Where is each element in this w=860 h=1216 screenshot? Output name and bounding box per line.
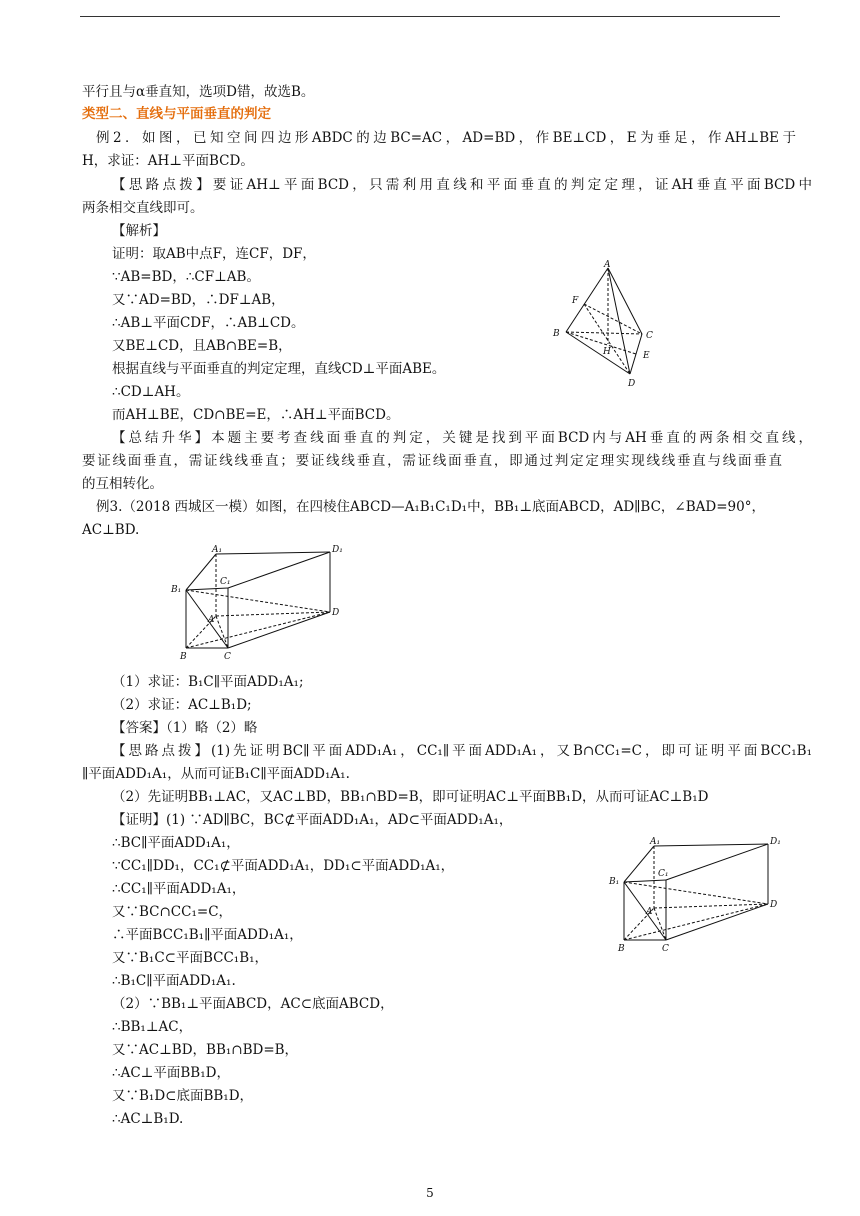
text-line: ∴BB₁⊥AC， [112,1019,193,1035]
line-fc [584,304,642,334]
svg-text:A₁: A₁ [650,837,661,847]
text-line: ∴AC⊥平面BB₁D， [112,1065,230,1081]
text-line: 【思路点拨】(1)先证明BC∥平面ADD₁A₁，CC₁∥平面ADD₁A₁，又B∩CC₁=C，即可证明平面BCC₁B₁ [112,743,812,759]
text-line: ∥平面ADD₁A₁，从而可证B₁C∥平面ADD₁A₁. [82,766,350,782]
text-line: 又∵BC∩CC₁=C， [112,904,233,920]
text-line: ∵AB=BD，∴CF⊥AB。 [112,269,260,285]
text-line: H，求证：AH⊥平面BCD。 [82,153,254,169]
text-line: （2）先证明BB₁⊥AC，又AC⊥BD，BB₁∩BD=B，即可证明AC⊥平面BB₁D，从而可证AC⊥B₁D [112,789,709,805]
svg-text:D: D [770,900,778,910]
svg-text:C₁: C₁ [220,577,231,587]
label-c: C [646,331,653,341]
text-line: ∴AC⊥B₁D. [112,1111,184,1127]
text-line: 【思路点拨】要证AH⊥平面BCD，只需利用直线和平面垂直的判定定理，证AH垂直平面BCD中 [112,177,812,193]
label-e: E [643,351,650,361]
text-line: 类型二、直线与平面垂直的判定 [82,106,271,122]
svg-text:C: C [662,944,669,954]
text-line: 而AH⊥BE，CD∩BE=E，∴AH⊥平面BCD。 [112,407,400,423]
text-line: 又BE⊥CD，且AB∩BE=B， [112,338,292,354]
text-line: 又∵B₁C⊂平面BCC₁B₁， [112,950,269,966]
text-line: 又∵AD=BD，∴DF⊥AB， [112,292,285,308]
text-line: （2）求证：AC⊥B₁D; [112,697,252,713]
label-f: F [572,296,579,306]
text-line: 平行且与α垂直知，选项D错，故选B。 [82,84,315,100]
text-line: AC⊥BD. [82,522,140,538]
svg-text:D: D [332,608,340,618]
text-line: ∴AB⊥平面CDF，∴AB⊥CD。 [112,315,305,331]
text-line: 要证线面垂直，需证线线垂直；要证线线垂直，需证线面垂直，即通过判定定理实现线线垂直与线面垂直 [82,453,782,469]
svg-text:A: A [208,615,215,625]
text-line: 根据直线与平面垂直的判定定理，直线CD⊥平面ABE。 [112,361,446,377]
edge-cd [630,334,642,374]
svg-text:C₁: C₁ [658,869,669,879]
text-line: ∴CC₁∥平面ADD₁A₁， [112,881,246,897]
text-line: 又∵B₁D⊂底面BB₁D， [112,1088,254,1104]
text-line: （2）∵BB₁⊥平面ABCD，AC⊂底面ABCD， [112,996,394,1012]
svg-text:B₁: B₁ [609,877,620,887]
text-line: ∴CD⊥AH。 [112,384,190,400]
label-h: H [603,347,611,357]
svg-text:D₁: D₁ [332,545,343,555]
tetrahedron-figure [548,258,668,390]
text-line: 证明：取AB中点F，连CF，DF， [112,246,316,262]
label-d: D [628,379,636,389]
text-line: ∵CC₁∥DD₁，CC₁⊄平面ADD₁A₁，DD₁⊂平面ADD₁A₁， [112,858,455,874]
text-line: 【解析】 [112,223,166,239]
text-line: 例3.（2018 西城区一模）如图，在四棱住ABCD—A₁B₁C₁D₁中，BB₁⊥底面ABCD，AD∥BC，∠BAD=90°， [96,499,765,515]
text-line: 例2．如图，已知空间四边形ABDC的边BC=AC，AD=BD，作BE⊥CD，E为垂足，作AH⊥BE于 [96,130,796,146]
text-line: ∴BC∥平面ADD₁A₁， [112,835,240,851]
header-rule [80,16,780,17]
text-line: 【答案】（1）略（2）略 [112,720,258,736]
svg-text:D₁: D₁ [770,837,781,847]
text-line: ∴平面BCC₁B₁∥平面ADD₁A₁， [112,927,303,943]
label-b: B [553,329,560,339]
text-line: 又∵AC⊥BD，BB₁∩BD=B， [112,1042,299,1058]
text-line: 【总结升华】本题主要考查线面垂直的判定，关键是找到平面BCD内与AH垂直的两条相交直线， [112,430,812,446]
svg-text:B: B [180,652,187,662]
svg-text:B₁: B₁ [171,585,182,595]
prism-figure-2 [606,834,786,954]
page-number: 5 [426,1186,434,1200]
label-a: A [604,260,611,270]
text-line: 两条相交直线即可。 [82,200,204,216]
svg-text:B: B [618,944,625,954]
svg-text:A₁: A₁ [212,545,223,555]
text-line: （1）求证：B₁C∥平面ADD₁A₁; [112,674,304,690]
edge-ad [608,268,630,374]
svg-text:A: A [646,907,653,917]
line-be [566,332,636,354]
text-line: 的互相转化。 [82,476,163,492]
text-line: 【证明】(1) ∵AD∥BC，BC⊄平面ADD₁A₁，AD⊂平面ADD₁A₁， [112,812,513,828]
text-line: ∴B₁C∥平面ADD₁A₁. [112,973,236,989]
edge-bd [566,332,630,374]
prism-figure-1 [168,542,348,662]
svg-text:C: C [224,652,231,662]
edge-ac [608,268,642,334]
